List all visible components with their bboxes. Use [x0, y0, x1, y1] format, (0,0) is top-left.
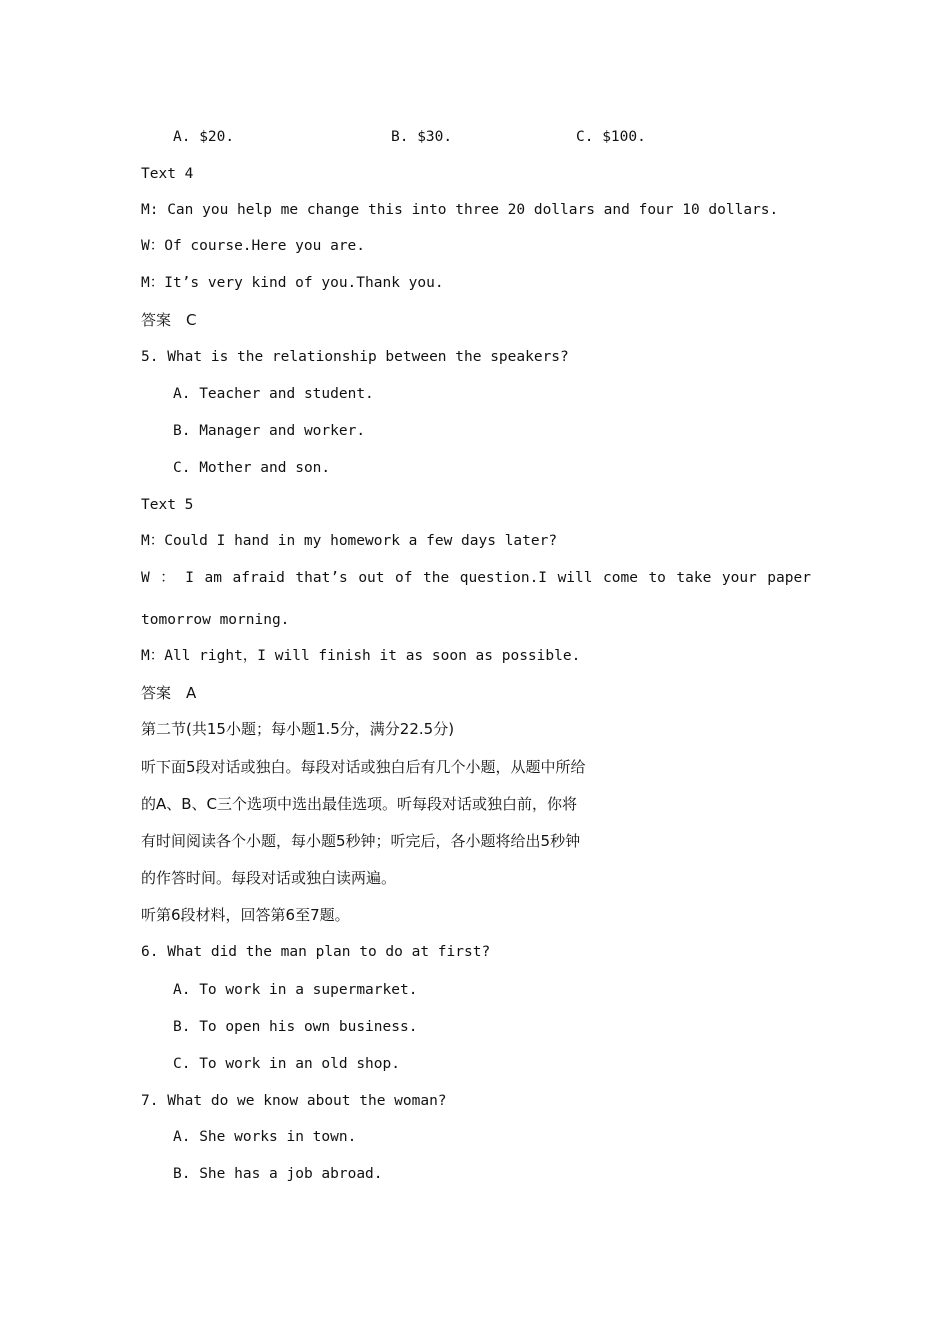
- text5-line-1: M：Could I hand in my homework a few days later?: [141, 533, 558, 549]
- text4-title: Text 4: [141, 166, 194, 182]
- text5-title: Text 5: [141, 497, 194, 513]
- text4-line-3: M：It’s very kind of you.Thank you.: [141, 275, 444, 291]
- q6-option-b: B. To open his own business.: [173, 1019, 418, 1035]
- word: paper: [767, 570, 811, 586]
- section2-instruction-4: 的作答时间。每段对话或独白读两遍。: [141, 869, 397, 887]
- text5-answer: 答案 A: [141, 684, 197, 702]
- q7-option-b: B. She has a job abroad.: [173, 1166, 383, 1182]
- word: will: [557, 570, 593, 586]
- word: your: [721, 570, 757, 586]
- q6-option-a: A. To work in a supermarket.: [173, 982, 418, 998]
- text4-answer: 答案 C: [141, 311, 197, 329]
- word: out: [358, 570, 385, 586]
- section2-instruction-1: 听下面5段对话或独白。每段对话或独白后有几个小题，从题中所给: [141, 758, 586, 776]
- q4-option-c: C. $100.: [576, 129, 646, 145]
- text5-line-2: [141, 568, 811, 588]
- word: W: [141, 570, 150, 586]
- word: am: [204, 570, 222, 586]
- q5-option-b: B. Manager and worker.: [173, 423, 366, 439]
- word: to: [648, 570, 666, 586]
- word: the: [423, 570, 450, 586]
- word: come: [603, 570, 638, 586]
- text4-line-1: M: Can you help me change this into three 20 dollars and four 10 dollars.: [141, 202, 779, 218]
- q4-option-b: B. $30.: [391, 129, 453, 145]
- text4-line-2: W：Of course.Here you are.: [141, 238, 366, 254]
- text5-line-2-continued: tomorrow morning.: [141, 612, 290, 628]
- q7-question: 7. What do we know about the woman?: [141, 1093, 447, 1109]
- section2-instruction-2: 的A、B、C三个选项中选出最佳选项。听每段对话或独白前，你将: [141, 795, 578, 813]
- q5-question: 5. What is the relationship between the speakers?: [141, 349, 569, 365]
- section2-heading: 第二节(共15小题；每小题1.5分，满分22.5分): [141, 720, 455, 738]
- q4-option-a: A. $20.: [173, 129, 235, 145]
- q6-option-c: C. To work in an old shop.: [173, 1056, 400, 1072]
- q7-option-a: A. She works in town.: [173, 1129, 357, 1145]
- word: of: [395, 570, 413, 586]
- q5-option-a: A. Teacher and student.: [173, 386, 374, 402]
- text5-line-3: M：All right，I will finish it as soon as possible.: [141, 648, 581, 664]
- material-6-note: 听第6段材料，回答第6至7题。: [141, 906, 350, 924]
- section2-instruction-3: 有时间阅读各个小题，每小题5秒钟；听完后，各小题将给出5秒钟: [141, 832, 581, 850]
- q6-question: 6. What did the man plan to do at first?: [141, 944, 491, 960]
- word: question.I: [459, 570, 548, 586]
- word: afraid: [232, 570, 285, 586]
- word: that’s: [295, 570, 348, 586]
- q5-option-c: C. Mother and son.: [173, 460, 331, 476]
- word: take: [676, 570, 712, 586]
- word: ：: [160, 570, 175, 586]
- word: I: [185, 570, 194, 586]
